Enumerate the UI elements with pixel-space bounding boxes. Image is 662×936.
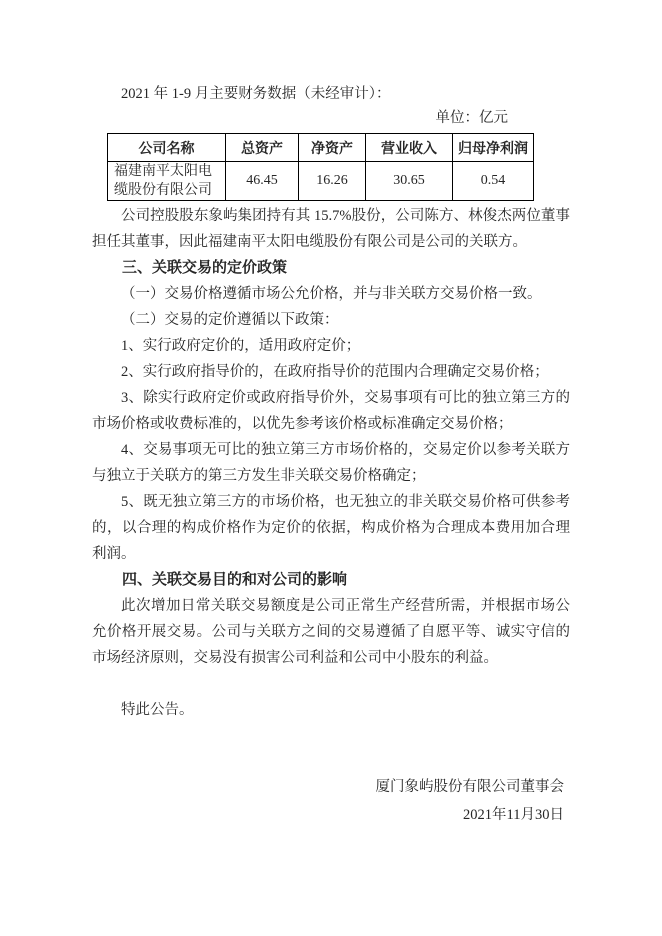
paragraph-item-1: 1、实行政府定价的，适用政府定价； [121, 338, 361, 354]
paragraph-policy-1: （一）交易价格遵循市场公允价格，并与非关联方交易价格一致。 [121, 286, 542, 302]
paragraph-item-3: 3、除实行政府定价或政府指导价外，交易事项有可比的独立第三方的市场价格或收费标准的，以优先参考该价格或标准确定交易价格； [92, 390, 570, 432]
paragraph-item-4: 4、交易事项无可比的独立第三方市场价格的，交易定价以参考关联方与独立于关联方的第三方发生非关联交易价格确定； [92, 442, 570, 484]
cell-operating-revenue: 30.65 [366, 162, 453, 201]
cell-total-assets: 46.45 [226, 162, 299, 201]
paragraph-item-2: 2、实行政府指导价的，在政府指导价的范围内合理确定交易价格； [121, 364, 549, 380]
paragraph-policy-2: （二）交易的定价遵循以下政策： [121, 312, 339, 328]
header-company-name: 公司名称 [108, 134, 226, 162]
paragraph-announcement-notice: 特此公告。 [121, 702, 194, 718]
header-net-profit: 归母净利润 [453, 134, 534, 162]
paragraph-purpose-impact: 此次增加日常关联交易额度是公司正常生产经营所需，并根据市场公允价格开展交易。公司与关联方之间的交易遵循了自愿平等、诚实守信的市场经济原则，交易没有损害公司利益和公司中小股东的利益。 [92, 598, 570, 666]
header-operating-revenue: 营业收入 [366, 134, 453, 162]
header-net-assets: 净资产 [299, 134, 366, 162]
cell-net-assets: 16.26 [299, 162, 366, 201]
section-heading-purpose-impact: 四、关联交易目的和对公司的影响 [122, 572, 348, 588]
financial-table [107, 133, 534, 201]
paragraph-item-5: 5、既无独立第三方的市场价格，也无独立的非关联交易价格可供参考的，以合理的构成价格作为定价的依据，构成价格为合理成本费用加合理利润。 [92, 494, 570, 562]
paragraph-related-party: 公司控股股东象屿集团持有其 15.7%股份，公司陈方、林俊杰两位董事担任其董事，因此福建南平太阳电缆股份有限公司是公司的关联方。 [92, 208, 570, 250]
section-heading-pricing-policy: 三、关联交易的定价政策 [122, 260, 288, 276]
financial-data-intro: 2021 年 1-9 月主要财务数据（未经审计）： [121, 86, 391, 102]
table-row [108, 162, 534, 201]
cell-net-profit: 0.54 [453, 162, 534, 201]
unit-label: 单位：亿元 [435, 110, 508, 126]
signature-company: 厦门象屿股份有限公司董事会 [375, 779, 564, 795]
header-total-assets: 总资产 [226, 134, 299, 162]
signature-block [92, 773, 570, 829]
cell-company-name: 福建南平太阳电缆股份有限公司 [108, 162, 226, 201]
table-header-row [108, 134, 534, 162]
signature-date: 2021年11月30日 [463, 807, 564, 823]
